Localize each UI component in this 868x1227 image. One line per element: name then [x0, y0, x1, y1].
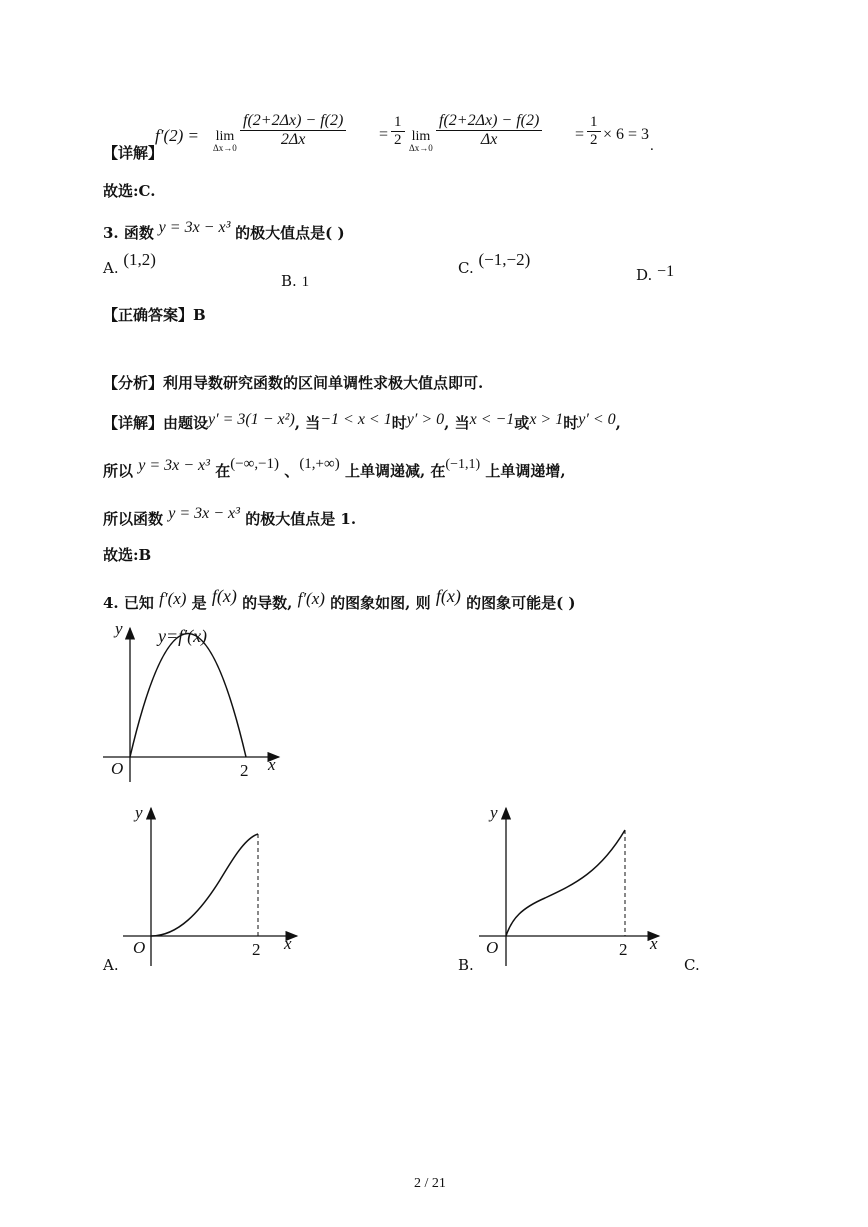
q3-detail-t4: 或 — [514, 414, 530, 432]
q3-analysis: 【分析】利用导数研究函数的区间单调性求极大值点即可. — [103, 374, 484, 392]
lim-subscript-2: Δx→0 — [409, 143, 433, 153]
q3-stem-pre: 3. 函数 — [103, 224, 154, 242]
main-tick-2: 2 — [240, 761, 249, 780]
b-y-label: y — [490, 803, 498, 822]
q3-detail-t2: 时 — [391, 414, 407, 432]
q4-t1: 是 — [191, 594, 207, 612]
a-y-label: y — [135, 803, 143, 822]
q4-f3: f′(x) — [297, 589, 325, 608]
half-num-2: 1 — [587, 114, 601, 132]
q3-option-b-value: 1 — [301, 274, 310, 290]
q4-option-c-label: C. — [684, 956, 700, 974]
q3-detail-f2: −1 < x < 1 — [320, 411, 392, 428]
fraction-2-numerator: f(2+2Δx) − f(2) — [436, 112, 542, 131]
q3-line2-t3: 上单调递减, 在 — [344, 462, 446, 480]
q3-detail-f3: y′ > 0 — [406, 411, 445, 428]
b-tick-2: 2 — [619, 940, 628, 959]
q3-detail-t5: 时 — [563, 414, 579, 432]
main-origin-label: O — [111, 759, 124, 778]
lim-text-2: lim — [411, 129, 431, 144]
q4-f2: f(x) — [211, 586, 237, 606]
q4-option-b-label: B. — [458, 956, 474, 974]
b-origin-label: O — [486, 938, 499, 957]
half-num: 1 — [391, 114, 405, 132]
q3-detail-t6: , — [615, 414, 621, 432]
q3-correct-answer: 【正确答案】B — [103, 306, 206, 324]
main-x-label: x — [268, 755, 276, 774]
equals-1: = — [379, 126, 389, 143]
q3-line2-pre: 所以 — [103, 462, 134, 480]
q3-detail-f6: y′ < 0 — [578, 411, 616, 428]
q3-detail-f5: x > 1 — [529, 411, 564, 428]
fraction-2-denominator: Δx — [480, 131, 498, 148]
q3-line2-f2: (−∞,−1) — [230, 456, 280, 472]
a-tick-2: 2 — [252, 940, 261, 959]
a-origin-label: O — [133, 938, 146, 957]
fraction-1-denominator: 2Δx — [280, 131, 306, 148]
fraction-1-numerator: f(2+2Δx) − f(2) — [240, 112, 346, 131]
b-x-label: x — [650, 934, 658, 953]
q3-option-a-label: A. — [103, 259, 119, 277]
answer-prev: 故选:C. — [103, 182, 156, 200]
a-x-label: x — [284, 934, 292, 953]
q4-f4: f(x) — [435, 586, 461, 606]
q3-option-b-label: B. — [281, 272, 297, 290]
q4-option-a-label: A. — [103, 956, 119, 974]
q3-option-a-value: (1,2) — [123, 250, 156, 269]
formula-tail: × 6 = 3 — [603, 126, 650, 143]
q3-stem-formula: y = 3x − x³ — [158, 219, 231, 236]
q4-f1: f′(x) — [159, 589, 187, 608]
b-curve — [506, 830, 625, 936]
q3-option-d-value: −1 — [657, 263, 675, 280]
q3-detail-t3: , 当 — [444, 414, 470, 432]
main-curve-label: y=f′(x) — [158, 626, 208, 646]
q3-line2-t1: 在 — [215, 462, 231, 480]
q3-option-c-label: C. — [458, 259, 474, 277]
half-den: 2 — [394, 132, 402, 148]
q3-line2-f1: y = 3x − x³ — [138, 457, 210, 474]
q3-line2-f4: (−1,1) — [445, 457, 481, 472]
lim-text: lim — [215, 129, 235, 144]
formula-end: . — [650, 138, 654, 154]
q3-option-c-value: (−1,−2) — [478, 250, 531, 269]
equals-2: = — [575, 126, 585, 143]
q3-detail-f1: y′ = 3(1 − x²) — [208, 411, 295, 428]
half-den-2: 2 — [590, 132, 598, 148]
q3-detail-pre: 【详解】由题设 — [103, 414, 209, 432]
q3-stem-post: 的极大值点是( ) — [235, 224, 345, 242]
page-footer: 2 / 21 — [414, 1176, 446, 1191]
q3-line2-f3: (1,+∞) — [299, 456, 340, 472]
q3-detail-t1: , 当 — [294, 414, 321, 432]
formula-lhs: f′(2) = — [155, 126, 199, 145]
q4-t3: 的图象如图, 则 — [330, 594, 431, 612]
q3-detail-f4: x < −1 — [469, 411, 515, 428]
q3-line2-t4: 上单调递增, — [485, 462, 566, 480]
q3-line3-f1: y = 3x − x³ — [168, 505, 240, 522]
q4-t4: 的图象可能是( ) — [466, 594, 576, 612]
q3-line3-pre: 所以函数 — [103, 510, 164, 528]
main-y-label: y — [115, 619, 123, 638]
q4-stem-pre: 4. 已知 — [103, 594, 154, 612]
q3-option-d-label: D. — [636, 266, 653, 284]
detail-label: 【详解】 — [103, 144, 164, 162]
q3-line2-t2: 、 — [284, 462, 300, 480]
a-curve — [151, 834, 258, 936]
main-derivative-curve — [130, 634, 246, 758]
lim-subscript: Δx→0 — [213, 143, 237, 153]
q4-t2: 的导数, — [242, 594, 293, 612]
q3-line3-post: 的极大值点是 1. — [245, 510, 357, 528]
q3-answer: 故选:B — [103, 546, 152, 564]
